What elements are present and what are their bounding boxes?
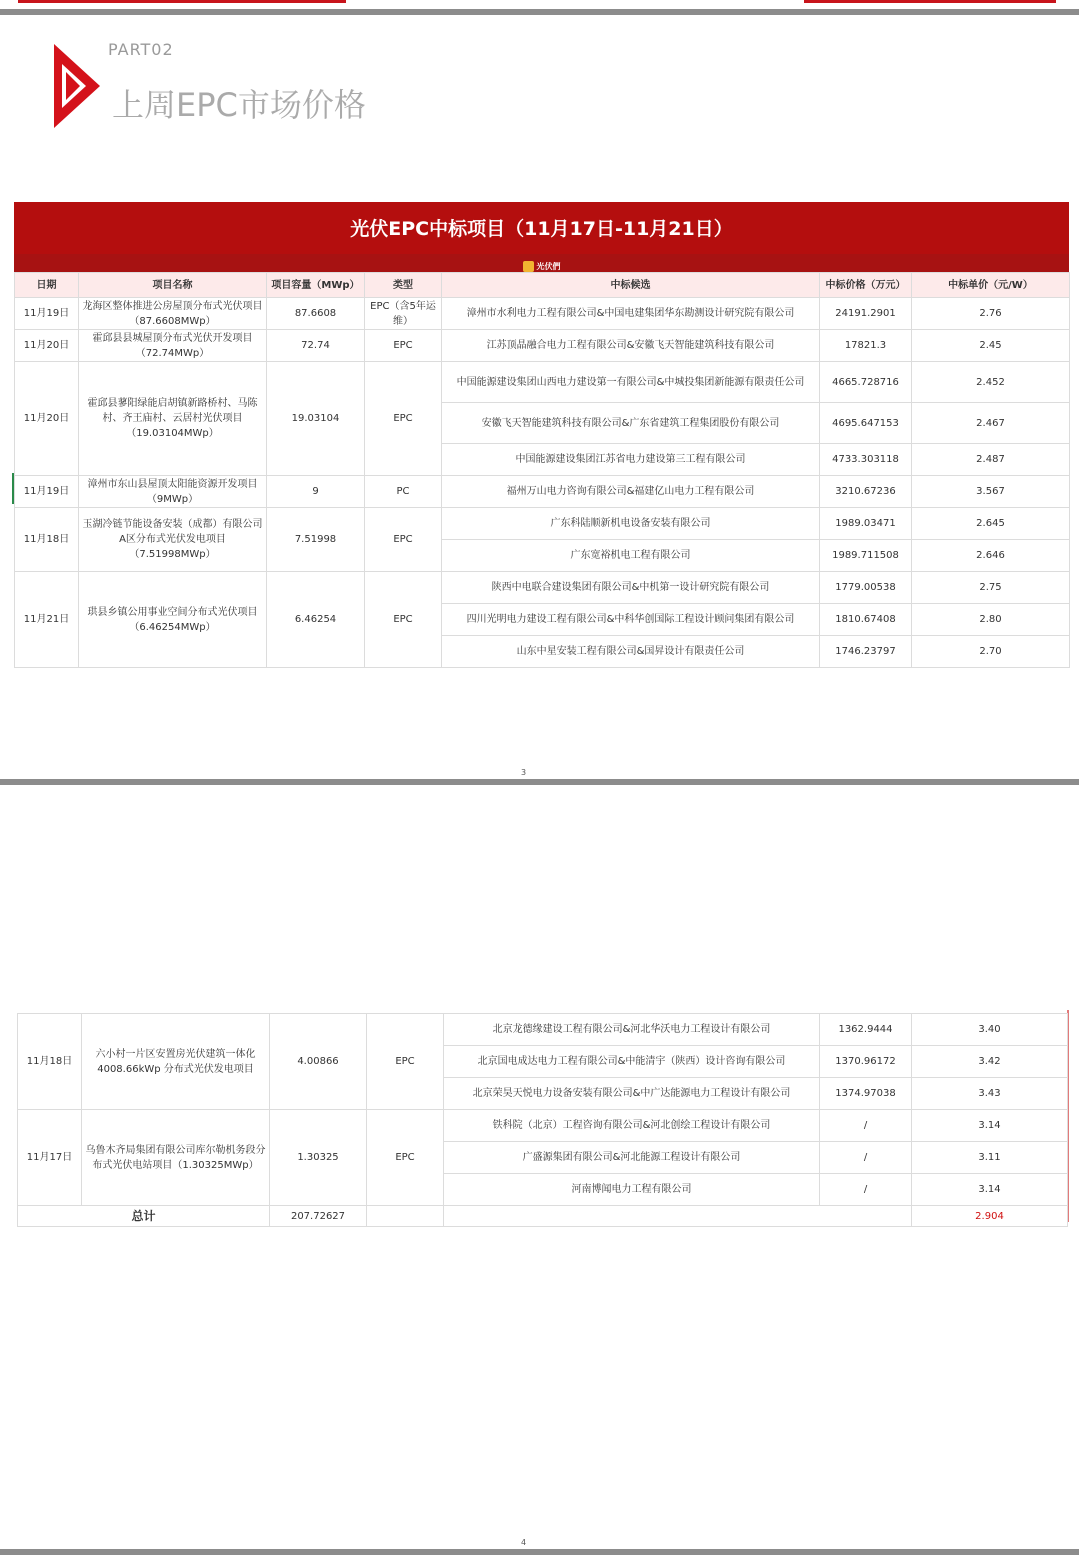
cell-date: 11月18日 bbox=[15, 508, 79, 572]
cell-date: 11月20日 bbox=[15, 362, 79, 476]
cell-type: EPC bbox=[367, 1110, 444, 1206]
table-row bbox=[15, 330, 1070, 362]
cell-capacity: 72.74 bbox=[267, 330, 365, 362]
table-row bbox=[18, 1014, 1068, 1046]
page-number: 4 bbox=[521, 1538, 527, 1547]
cell-candidate: 中国能源建设集团山西电力建设第一有限公司&中城投集团新能源有限责任公司 bbox=[442, 362, 820, 403]
cell-candidate: 北京国电成达电力工程有限公司&中能清宇（陕西）设计咨询有限公司 bbox=[444, 1046, 820, 1078]
cell-price: 1989.03471 bbox=[820, 508, 912, 540]
cell-unit-price: 3.40 bbox=[912, 1014, 1068, 1046]
cell-price: / bbox=[820, 1110, 912, 1142]
cell-candidate: 陕西中电联合建设集团有限公司&中机第一设计研究院有限公司 bbox=[442, 572, 820, 604]
cell-unit-price: 2.467 bbox=[912, 403, 1070, 444]
cell-project-name: 玉湖冷链节能设备安装（成都）有限公司A区分布式光伏发电项目（7.51998MWp） bbox=[79, 508, 267, 572]
cell-date: 11月18日 bbox=[18, 1014, 82, 1110]
cell-unit-price: 2.487 bbox=[912, 444, 1070, 476]
cell-project-name: 乌鲁木齐局集团有限公司库尔勒机务段分布式光伏电站项目（1.30325MWp） bbox=[82, 1110, 270, 1206]
cell-type: PC bbox=[365, 476, 442, 508]
page-separator bbox=[0, 779, 1079, 785]
cell-project-name: 龙海区整体推进公房屋顶分布式光伏项目（87.6608MWp） bbox=[79, 298, 267, 330]
cell-date: 11月19日 bbox=[15, 476, 79, 508]
part-label: PART02 bbox=[108, 40, 174, 59]
cell-unit-price: 3.567 bbox=[912, 476, 1070, 508]
cell-price: 4695.647153 bbox=[820, 403, 912, 444]
page-separator-bottom bbox=[0, 1549, 1079, 1555]
cell-candidate: 安徽飞天智能建筑科技有限公司&广东省建筑工程集团股份有限公司 bbox=[442, 403, 820, 444]
cell-unit-price: 2.76 bbox=[912, 298, 1070, 330]
cell-type: EPC bbox=[365, 330, 442, 362]
epc-bid-table bbox=[14, 272, 1070, 668]
epc-bid-table-continued bbox=[17, 1013, 1068, 1227]
cell-unit-price: 2.646 bbox=[912, 540, 1070, 572]
total-capacity: 207.72627 bbox=[270, 1206, 367, 1227]
cell-capacity: 19.03104 bbox=[267, 362, 365, 476]
cell-candidate: 北京龙德缘建设工程有限公司&河北华沃电力工程设计有限公司 bbox=[444, 1014, 820, 1046]
page-number: 3 bbox=[521, 768, 527, 777]
cell-candidate: 福州万山电力咨询有限公司&福建亿山电力工程有限公司 bbox=[442, 476, 820, 508]
table-row bbox=[15, 572, 1070, 604]
cell-project-name: 六小村一片区安置房光伏建筑一体化4008.66kWp 分布式光伏发电项目 bbox=[82, 1014, 270, 1110]
cell-unit-price: 3.14 bbox=[912, 1110, 1068, 1142]
cell-capacity: 7.51998 bbox=[267, 508, 365, 572]
part-arrow-logo-icon bbox=[52, 42, 104, 132]
table-row bbox=[15, 362, 1070, 403]
cell-type: EPC bbox=[367, 1014, 444, 1110]
cell-unit-price: 2.45 bbox=[912, 330, 1070, 362]
table-banner-title: 光伏EPC中标项目（11月17日-11月21日） bbox=[14, 202, 1069, 254]
cell-price: 24191.2901 bbox=[820, 298, 912, 330]
cell-price: 17821.3 bbox=[820, 330, 912, 362]
cell-type: EPC bbox=[365, 508, 442, 572]
table-row bbox=[15, 298, 1070, 330]
cell-capacity: 87.6608 bbox=[267, 298, 365, 330]
cell-unit-price: 3.14 bbox=[912, 1174, 1068, 1206]
cell-price: 1374.97038 bbox=[820, 1078, 912, 1110]
cell-candidate: 北京荣昊天悦电力设备安装有限公司&中广达能源电力工程设计有限公司 bbox=[444, 1078, 820, 1110]
total-unit-price: 2.904 bbox=[912, 1206, 1068, 1227]
table-header-row bbox=[15, 273, 1070, 298]
cell-capacity: 9 bbox=[267, 476, 365, 508]
total-empty bbox=[367, 1206, 444, 1227]
cell-date: 11月19日 bbox=[15, 298, 79, 330]
cell-project-name: 霍邱县蓼阳绿能启胡镇新路桥村、马陈村、齐王庙村、云居村光伏项目（19.03104MWp） bbox=[79, 362, 267, 476]
col-header-name: 项目名称 bbox=[79, 273, 267, 298]
cell-unit-price: 2.75 bbox=[912, 572, 1070, 604]
table-row bbox=[15, 476, 1070, 508]
page-separator-top bbox=[0, 9, 1079, 15]
col-header-capacity: 项目容量（MWp） bbox=[267, 273, 365, 298]
cell-candidate: 广盛源集团有限公司&河北能源工程设计有限公司 bbox=[444, 1142, 820, 1174]
cell-candidate: 广东科陆顺新机电设备安装有限公司 bbox=[442, 508, 820, 540]
cell-price: / bbox=[820, 1174, 912, 1206]
cell-capacity: 6.46254 bbox=[267, 572, 365, 668]
cell-price: 1370.96172 bbox=[820, 1046, 912, 1078]
cell-unit-price: 2.70 bbox=[912, 636, 1070, 668]
cell-unit-price: 2.645 bbox=[912, 508, 1070, 540]
total-label: 总计 bbox=[18, 1206, 270, 1227]
cell-price: 1989.711508 bbox=[820, 540, 912, 572]
total-empty bbox=[444, 1206, 912, 1227]
cell-unit-price: 3.11 bbox=[912, 1142, 1068, 1174]
cell-price: 3210.67236 bbox=[820, 476, 912, 508]
cell-type: EPC bbox=[365, 572, 442, 668]
cell-type: EPC（含5年运维） bbox=[365, 298, 442, 330]
cell-price: / bbox=[820, 1142, 912, 1174]
cell-price: 1779.00538 bbox=[820, 572, 912, 604]
cell-date: 11月17日 bbox=[18, 1110, 82, 1206]
cell-project-name: 漳州市东山县屋顶太阳能资源开发项目（9MWp） bbox=[79, 476, 267, 508]
cell-price: 4733.303118 bbox=[820, 444, 912, 476]
table-row bbox=[18, 1110, 1068, 1142]
cell-candidate: 河南博闻电力工程有限公司 bbox=[444, 1174, 820, 1206]
cell-unit-price: 3.42 bbox=[912, 1046, 1068, 1078]
col-header-price: 中标价格（万元） bbox=[820, 273, 912, 298]
cell-candidate: 山东中星安装工程有限公司&国昇设计有限责任公司 bbox=[442, 636, 820, 668]
top-red-bar-right bbox=[804, 0, 1056, 3]
top-red-bar-left bbox=[18, 0, 346, 3]
cell-unit-price: 2.80 bbox=[912, 604, 1070, 636]
col-header-date: 日期 bbox=[15, 273, 79, 298]
cell-price: 1746.23797 bbox=[820, 636, 912, 668]
cell-project-name: 霍邱县县城屋顶分布式光伏开发项目（72.74MWp） bbox=[79, 330, 267, 362]
cell-type: EPC bbox=[365, 362, 442, 476]
table-row bbox=[15, 508, 1070, 540]
cell-price: 1810.67408 bbox=[820, 604, 912, 636]
brand-name: 光伏們 bbox=[536, 262, 561, 271]
cell-candidate: 漳州市水利电力工程有限公司&中国电建集团华东勘测设计研究院有限公司 bbox=[442, 298, 820, 330]
cell-candidate: 中国能源建设集团江苏省电力建设第三工程有限公司 bbox=[442, 444, 820, 476]
col-header-candidate: 中标候选 bbox=[442, 273, 820, 298]
cell-date: 11月20日 bbox=[15, 330, 79, 362]
cell-capacity: 4.00866 bbox=[270, 1014, 367, 1110]
cell-unit-price: 3.43 bbox=[912, 1078, 1068, 1110]
cell-candidate: 广东宽裕机电工程有限公司 bbox=[442, 540, 820, 572]
cell-unit-price: 2.452 bbox=[912, 362, 1070, 403]
cell-capacity: 1.30325 bbox=[270, 1110, 367, 1206]
col-header-unit-price: 中标单价（元/W） bbox=[912, 273, 1070, 298]
brand-strip bbox=[14, 254, 1069, 272]
cell-candidate: 江苏顶晶融合电力工程有限公司&安徽飞天智能建筑科技有限公司 bbox=[442, 330, 820, 362]
cell-project-name: 珙县乡镇公用事业空间分布式光伏项目（6.46254MWp） bbox=[79, 572, 267, 668]
cell-price: 4665.728716 bbox=[820, 362, 912, 403]
section-title: 上周EPC市场价格 bbox=[112, 86, 366, 124]
col-header-type: 类型 bbox=[365, 273, 442, 298]
cell-candidate: 铁科院（北京）工程咨询有限公司&河北创绘工程设计有限公司 bbox=[444, 1110, 820, 1142]
cell-date: 11月21日 bbox=[15, 572, 79, 668]
total-row bbox=[18, 1206, 1068, 1227]
cell-candidate: 四川光明电力建设工程有限公司&中科华创国际工程设计顾问集团有限公司 bbox=[442, 604, 820, 636]
cell-price: 1362.9444 bbox=[820, 1014, 912, 1046]
brand-logo-icon bbox=[523, 261, 534, 272]
